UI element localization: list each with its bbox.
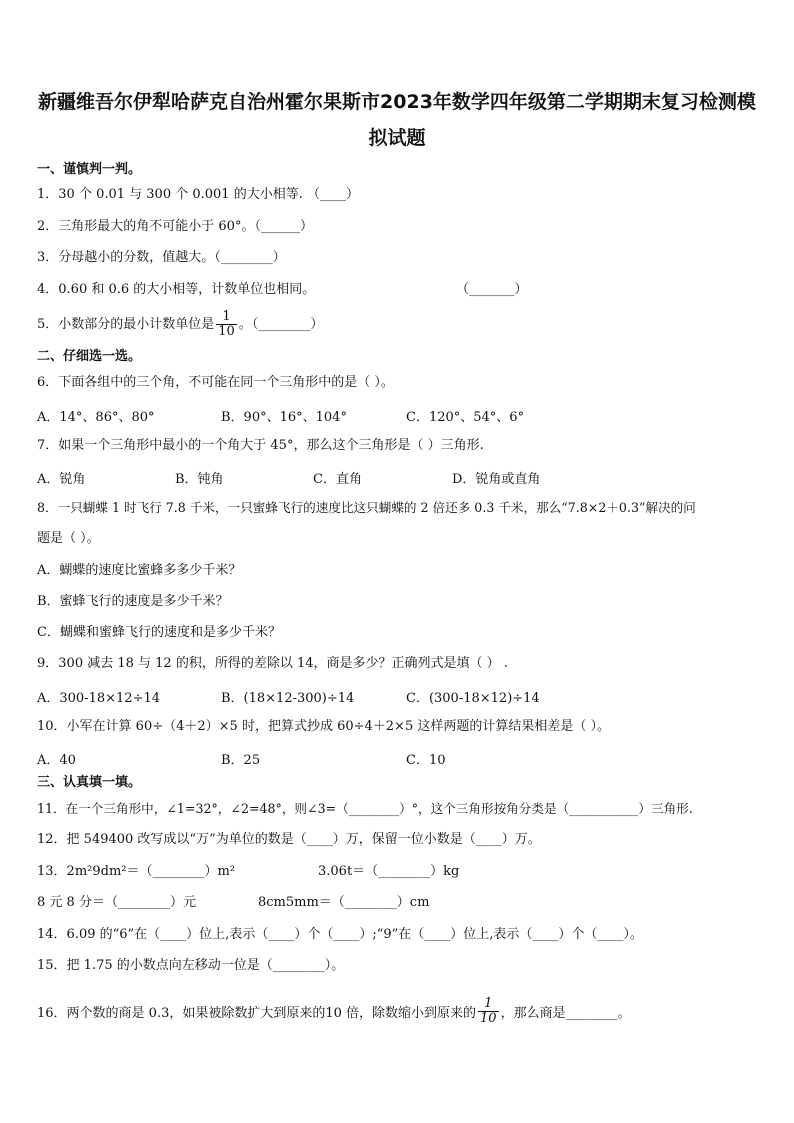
question-8-line-1: 8．一只蝴蝶 1 时飞行 7.8 千米，一只蜜蜂飞行的速度比这只蝴蝶的 2 倍还多 0.3 千米，那么“7.8×2＋0.3”解决的问 <box>37 500 696 515</box>
question-6-option-a: A．14°、86°、80° <box>37 410 155 425</box>
fraction-one-tenth-italic <box>478 997 499 1026</box>
title-line-2: 拟试题 <box>368 127 426 149</box>
question-4 <box>37 281 315 299</box>
question-7-option-a: A．锐角 <box>37 472 86 487</box>
question-13-part-3: 8 元 8 分＝（________）元 <box>37 895 196 910</box>
question-5 <box>37 308 323 342</box>
question-10-option-b: B．25 <box>221 753 261 768</box>
question-2: 2．三角形最大的角不可能小于 60°。（______） <box>37 219 313 234</box>
fraction-one-tenth <box>216 310 237 339</box>
question-13-part-2: 3.06t＝（________）kg <box>318 864 460 879</box>
question-10-option-c: C．10 <box>406 753 446 768</box>
fraction-numerator: 1 <box>478 997 499 1012</box>
question-9-option-a: A．300-18×12÷14 <box>37 691 161 706</box>
question-12: 12．把 549400 改写成以“万”为单位的数是（____）万，保留一位小数是（____）万。 <box>37 832 541 847</box>
question-8-option-a: A．蝴蝶的速度比蜜蜂多多少千米？ <box>37 563 242 578</box>
question-4-text: 4．0.60 和 0.6 的大小相等，计数单位也相同。 <box>37 282 316 297</box>
question-10: 10．小军在计算 60÷（4＋2）×5 时，把算式抄成 60÷4＋2×5 这样两题的计算结果相差是（ ）。 <box>37 719 610 734</box>
question-13-part-4: 8cm5mm＝（________）cm <box>258 895 430 910</box>
question-8-option-c: C．蝴蝶和蜜蜂飞行的速度和是多少千米？ <box>37 625 281 640</box>
question-1: 1．30 个 0.01 与 300 个 0.001 的大小相等. （____） <box>37 187 359 202</box>
question-7: 7．如果一个三角形中最小的一个角大于 45°，那么这个三角形是（ ）三角形. <box>37 438 484 453</box>
question-10-option-a: A．40 <box>37 753 76 768</box>
question-7-option-c: C．直角 <box>313 472 362 487</box>
section-2-heading: 二、仔细选一选。 <box>37 349 142 364</box>
fraction-numerator: 1 <box>216 310 237 325</box>
question-16 <box>37 994 631 1034</box>
section-3-heading: 三、认真填一填。 <box>37 775 142 790</box>
question-5-answer-blank: 。（________） <box>238 317 324 332</box>
title-line-1: 新疆维吾尔伊犁哈萨克自治州霍尔果斯市2023年数学四年级第二学期期末复习检测模 <box>38 91 756 113</box>
question-7-option-b: B．钝角 <box>175 472 224 487</box>
question-9-option-b: B．(18×12-300)÷14 <box>221 691 355 706</box>
question-8-option-b: B．蜜蜂飞行的速度是多少千米？ <box>37 594 229 609</box>
question-16-answer-blank: ，那么商是________。 <box>500 1006 631 1021</box>
question-8-line-2: 题是（ ）。 <box>37 531 100 546</box>
question-15: 15．把 1.75 的小数点向左移动一位是（________）。 <box>37 958 345 973</box>
question-9: 9．300 减去 18 与 12 的积，所得的差除以 14，商是多少？正确列式是填（ ） . <box>37 656 508 671</box>
question-6-option-b: B．90°、16°、104° <box>221 410 347 425</box>
question-3: 3．分母越小的分数，值越大。（________） <box>37 250 286 265</box>
question-14: 14．6.09 的“6”在（____）位上,表示（____）个（____）;“9”在（____）位上,表示（____）个（____）。 <box>37 927 643 942</box>
question-13-part-1: 13．2m²9dm²＝（________）m² <box>37 864 236 879</box>
page-title <box>30 84 764 156</box>
question-16-text: 16．两个数的商是 0.3，如果被除数扩大到原来的10 倍，除数缩小到原来的 <box>37 1006 477 1021</box>
section-1-heading: 一、谨慎判一判。 <box>37 162 142 177</box>
fraction-denominator: 10 <box>480 1011 497 1026</box>
question-6: 6．下面各组中的三个角，不可能在同一个三角形中的是（ ）。 <box>37 375 394 390</box>
question-9-option-c: C．(300-18×12)÷14 <box>406 691 540 706</box>
question-5-text: 5．小数部分的最小计数单位是 <box>37 317 215 332</box>
fraction-denominator: 10 <box>218 324 235 339</box>
question-11: 11．在一个三角形中，∠1=32°，∠2=48°，则∠3=（________）°，这个三角形按角分类是（___________）三角形. <box>37 801 693 816</box>
question-7-option-d: D．锐角或直角 <box>452 472 541 487</box>
question-4-answer-blank: （_______） <box>456 282 528 297</box>
question-6-option-c: C．120°、54°、6° <box>406 410 525 425</box>
